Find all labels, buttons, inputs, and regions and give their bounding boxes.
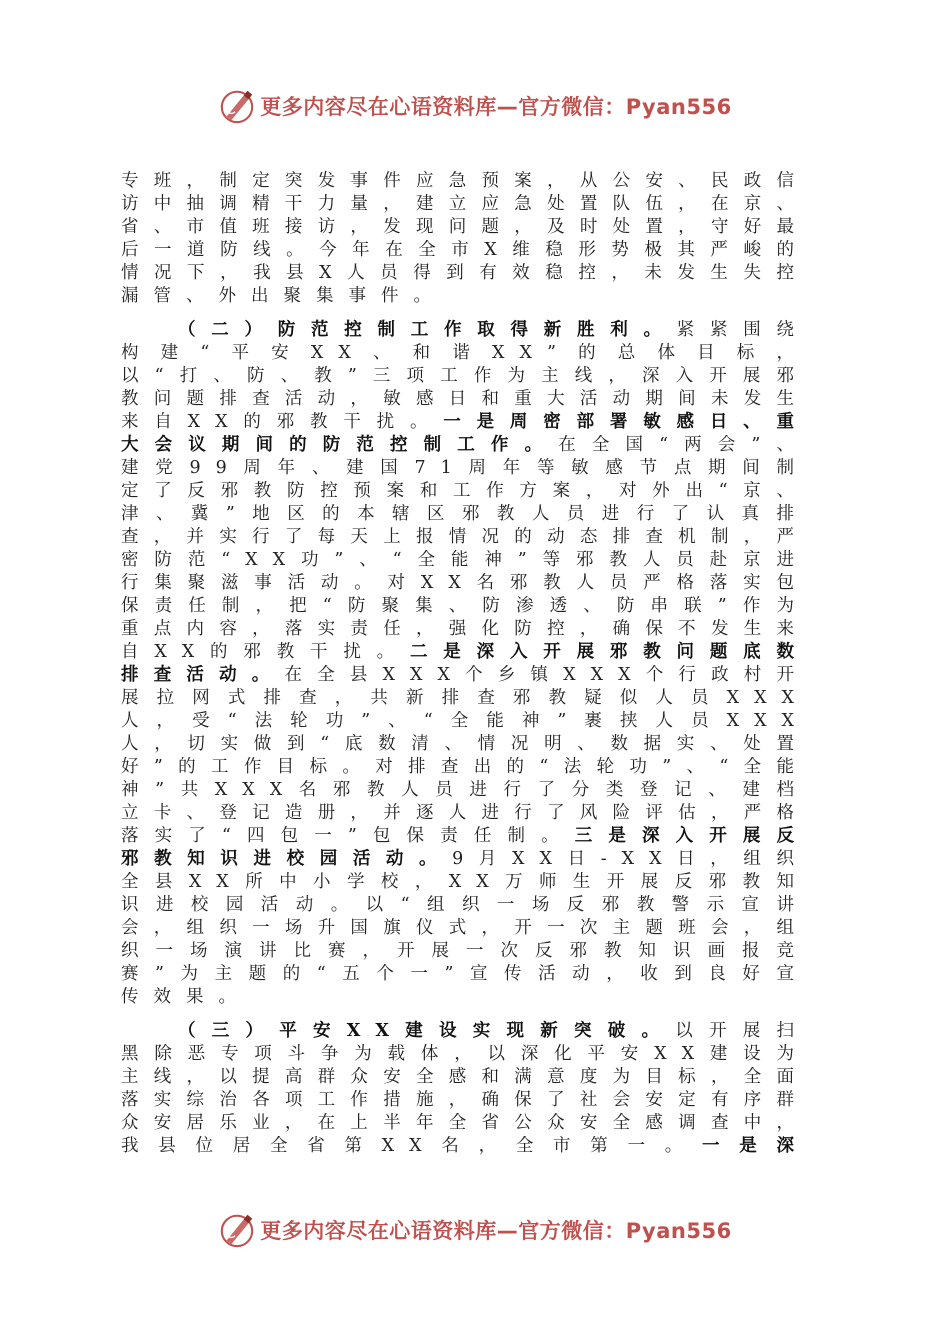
bold-heading-run: （三）平安XX建设实现新突破。 [178,1021,676,1041]
banner-text: 更多内容尽在心语资料库—官方微信：Pyan556 [260,1219,732,1243]
bold-heading-run: （二）防范控制工作取得新胜利。 [178,320,677,340]
text-run: 紧紧围绕构建“平安XX、和谐XX”的总体目标，以“打、防、教”三项工作为主线，深入开展邪教问题排查活动，敏感日和重大活动期间未发生来自XX的邪教干扰。 [121,320,809,432]
bold-heading-run: 一是周密部署敏感日、重大会议期间的防范控制工作。 [121,412,809,455]
text-run: 专班，制定突发事件应急预案，从公安、民政信访中抽调精干力量，建立应急处置队伍，在京、省、市值班接访，发现问题，及时处置，守好最后一道防线。今年在全市X维稳形势极其严峻的情况下，我县X人员得到有效稳控，未发生失控漏管、外出聚集事件。 [121,171,809,306]
bold-heading-run: 三是深入开展反邪教知识进校园活动。 [121,826,809,869]
banner-text: 更多内容尽在心语资料库—官方微信：Pyan556 [260,95,732,119]
footer-watermark-banner [0,1208,950,1252]
document-body [121,170,809,1169]
bold-heading-run: 一是深 [702,1136,809,1156]
header-watermark-banner [0,84,950,128]
pen-seal-icon [218,1211,256,1249]
paragraph-2 [121,319,809,1009]
text-run: 在全县XXX个乡镇XXX个行政村开展拉网式排查，共新排查邪教疑似人员XXX人，受“法轮功”、“全能神”裹挟人员XXX人，切实做到“底数清、情况明、数据实、处置好”的工作目标。对排查出的“法轮功”、“全能神”共XXX名邪教人员进行了分类登记、建档立卡、登记造册，并逐人进行了风险评估，严格落实了“四包一”包保责任制。 [121,665,809,846]
pen-seal-icon [218,87,256,125]
text-run: 9月XX日-XX日，组织全县XX所中小学校，XX万师生开展反邪教知识进校园活动。以“组织一场反邪教警示宣讲会，组织一场升国旗仪式，开一次主题班会，组织一场演讲比赛，开展一次反邪教知识画报竞赛”为主题的“五个一”宣传活动，收到良好宣传效果。 [121,849,809,1007]
paragraph-3 [121,1020,809,1158]
bold-heading-run: 二是深入开展邪教问题底数排查活动。 [121,642,810,685]
paragraph-1 [121,170,809,308]
text-run: 在全国“两会”、建党99周年、建国71周年等敏感节点期间制定了反邪教防控预案和工作方案，对外出“京、津、冀”地区的本辖区邪教人员进行了认真排查，并实行了每天上报情况的动态排查机制，严密防范“XX功”、“全能神”等邪教人员赴京进行集聚滋事活动。对XX名邪教人员严格落实包保责任制，把“防聚集、防渗透、防串联”作为重点内容，落实责任，强化防控，确保不发生来自XX的邪教干扰。 [121,435,809,662]
text-run: 以开展扫黑除恶专项斗争为载体，以深化平安XX建设为主线，以提高群众安全感和满意度为目标，全面落实综治各项工作措施，确保了社会安定有序群众安居乐业，在上半年全省公众安全感调查中，我县位居全省第XX名，全市第一。 [121,1021,810,1156]
